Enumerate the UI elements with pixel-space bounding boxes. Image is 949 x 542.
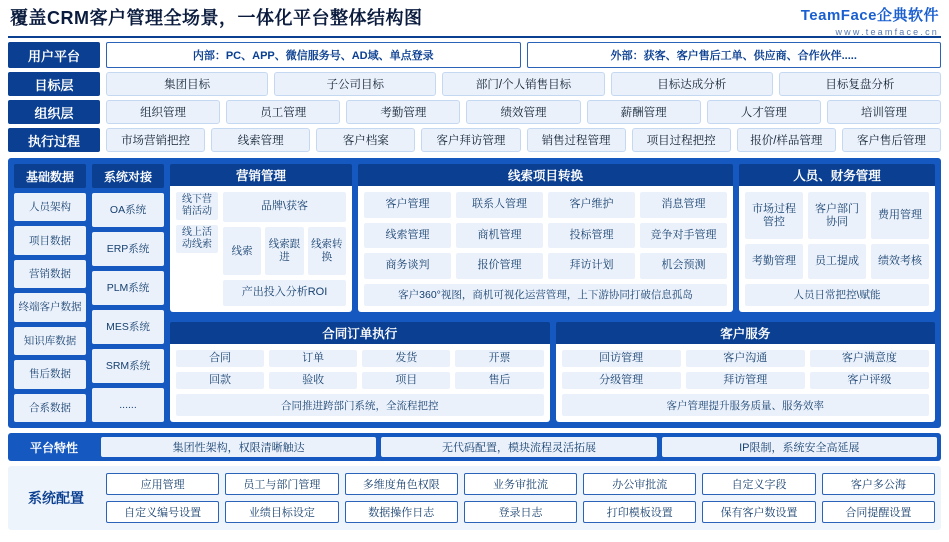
contract-order-cell[interactable]: 发货 [362, 350, 450, 367]
panel-body-customer-service [556, 344, 936, 422]
page-header [0, 0, 949, 37]
exec-item[interactable]: 项目过程把控 [632, 128, 731, 152]
panel-body-hr-finance [739, 186, 935, 312]
clue-project-cell[interactable]: 客户管理 [364, 192, 451, 218]
marketing-online-activity[interactable]: 线上活动线索 [176, 225, 218, 253]
user-platform-segments [106, 42, 941, 68]
hr-finance-cell[interactable]: 客户部门协同 [808, 192, 866, 239]
basic-data-item[interactable]: 人员架构 [14, 193, 86, 221]
marketing-stage-followup[interactable]: 线索跟进 [265, 227, 303, 275]
contract-order-cell[interactable]: 开票 [455, 350, 543, 367]
exec-item[interactable]: 销售过程管理 [527, 128, 626, 152]
panel-contract-order [170, 322, 550, 422]
system-config-item[interactable]: 业务审批流 [464, 473, 577, 495]
contract-order-cell[interactable]: 验收 [269, 372, 357, 389]
system-config-item[interactable]: 多维度角色权限 [345, 473, 458, 495]
system-config-item[interactable]: 打印模板设置 [583, 501, 696, 523]
org-item[interactable]: 组织管理 [106, 100, 220, 124]
marketing-stage-convert[interactable]: 线索转换 [308, 227, 346, 275]
platform-feature-item: 集团性架构，权限清晰触达 [101, 437, 376, 457]
clue-project-cell[interactable]: 线索管理 [364, 223, 451, 249]
basic-data-title: 基础数据 [14, 164, 86, 188]
platform-features-label: 平台特性 [29, 440, 78, 455]
system-docking-item[interactable]: ERP系统 [92, 232, 164, 266]
marketing-brand-acquire[interactable]: 品牌\获客 [223, 192, 346, 222]
contract-order-cell[interactable]: 合同 [176, 350, 264, 367]
row-exec-layer [8, 128, 941, 152]
clue-project-cell[interactable]: 客户维护 [548, 192, 635, 218]
clue-project-cell[interactable]: 消息管理 [640, 192, 727, 218]
system-docking-title: 系统对接 [92, 164, 164, 188]
marketing-roi[interactable]: 产出投入分析ROI [223, 280, 346, 306]
goal-item[interactable]: 子公司目标 [274, 72, 436, 96]
system-config-label: 系统配置 [28, 490, 84, 506]
platform-feature-item: 无代码配置，模块流程灵活拓展 [381, 437, 656, 457]
panel-hr-finance [739, 164, 935, 312]
panel-title-hr-finance: 人员、财务管理 [739, 164, 935, 186]
row-label-user-platform: 用户平台 [8, 42, 100, 68]
org-item[interactable]: 薪酬管理 [587, 100, 701, 124]
system-config-item[interactable]: 客户多公海 [822, 473, 935, 495]
brand-url: www.teamface.cn [835, 27, 939, 37]
system-docking-column [92, 164, 164, 422]
goal-item[interactable]: 目标复盘分析 [779, 72, 941, 96]
exec-item[interactable]: 客户售后管理 [842, 128, 941, 152]
goal-item[interactable]: 集团目标 [106, 72, 268, 96]
brand-name: TeamFace企典软件 [800, 7, 939, 24]
panel-body-marketing [170, 186, 352, 312]
clue-project-cell[interactable]: 竞争对手管理 [640, 223, 727, 249]
panel-marketing [170, 164, 352, 312]
clue-project-cell[interactable]: 商务谈判 [364, 253, 451, 279]
main-diagram-area [8, 158, 941, 428]
contract-order-cell[interactable]: 回款 [176, 372, 264, 389]
hr-finance-cell[interactable]: 绩效考核 [871, 244, 929, 278]
marketing-stage-clue[interactable]: 线索 [223, 227, 261, 275]
system-docking-item[interactable]: MES系统 [92, 310, 164, 344]
user-platform-internal: 内部：PC、APP、微信服务号、AD域、单点登录 [106, 42, 521, 68]
clue-project-cell[interactable]: 投标管理 [548, 223, 635, 249]
goal-item[interactable]: 部门/个人销售目标 [442, 72, 604, 96]
clue-project-grid [364, 192, 727, 279]
system-config-item[interactable]: 自定义编号设置 [106, 501, 219, 523]
panel-title-clue-project: 线索项目转换 [358, 164, 733, 186]
hr-finance-note: 人员日常把控\赋能 [745, 284, 929, 306]
system-docking-item[interactable]: SRM系统 [92, 349, 164, 383]
customer-service-grid [562, 350, 930, 389]
modules-area [170, 164, 935, 422]
customer-service-note: 客户管理提升服务质量、服务效率 [562, 394, 930, 416]
row-org-layer [8, 100, 941, 124]
basic-data-column [14, 164, 86, 422]
basic-data-item[interactable]: 知识库数据 [14, 327, 86, 355]
goal-item[interactable]: 目标达成分析 [611, 72, 773, 96]
hr-finance-cell[interactable]: 考勤管理 [745, 244, 803, 278]
hr-finance-cell[interactable]: 市场过程管控 [745, 192, 803, 239]
clue-project-cell[interactable]: 商机管理 [456, 223, 543, 249]
marketing-stage-flow [223, 227, 346, 275]
panel-title-contract-order: 合同订单执行 [170, 322, 550, 344]
marketing-flow [176, 192, 346, 306]
customer-service-cell[interactable]: 客户满意度 [810, 350, 929, 367]
contract-order-cell[interactable]: 售后 [455, 372, 543, 389]
exec-layer-items [106, 128, 941, 152]
exec-item[interactable]: 客户档案 [316, 128, 415, 152]
exec-item[interactable]: 线索管理 [211, 128, 310, 152]
system-config-band [8, 466, 941, 530]
customer-service-cell[interactable]: 回访管理 [562, 350, 681, 367]
platform-features-band [8, 433, 941, 461]
panel-customer-service [556, 322, 936, 422]
system-config-item[interactable]: 自定义字段 [702, 473, 815, 495]
org-item[interactable]: 考勤管理 [346, 100, 460, 124]
org-item[interactable]: 绩效管理 [466, 100, 580, 124]
exec-item[interactable]: 报价/样品管理 [737, 128, 836, 152]
clue-project-cell[interactable]: 拜访计划 [548, 253, 635, 279]
system-config-grid [106, 473, 935, 523]
org-item[interactable]: 员工管理 [226, 100, 340, 124]
row-goal-layer [8, 72, 941, 96]
system-docking-item[interactable]: ...... [92, 388, 164, 422]
basic-data-item[interactable]: 合系数据 [14, 394, 86, 422]
system-config-item[interactable]: 业绩目标设定 [225, 501, 338, 523]
hr-finance-cell[interactable]: 员工提成 [808, 244, 866, 278]
platform-feature-item: IP限制，系统安全高延展 [662, 437, 937, 457]
system-config-item[interactable]: 应用管理 [106, 473, 219, 495]
system-config-item[interactable]: 数据操作日志 [345, 501, 458, 523]
row-label-exec-layer: 执行过程 [8, 128, 100, 152]
row-label-org-layer: 组织层 [8, 100, 100, 124]
org-item[interactable]: 培训管理 [827, 100, 941, 124]
panel-title-marketing: 营销管理 [170, 164, 352, 186]
system-docking-item[interactable]: PLM系统 [92, 271, 164, 305]
clue-project-cell[interactable]: 报价管理 [456, 253, 543, 279]
exec-item[interactable]: 客户拜访管理 [421, 128, 520, 152]
basic-data-item[interactable]: 终端客户数据 [14, 293, 86, 321]
clue-project-note: 客户360°视图，商机可视化运营管理，上下游协同打破信息孤岛 [364, 284, 727, 306]
basic-data-item[interactable]: 营销数据 [14, 260, 86, 288]
hr-finance-grid [745, 192, 929, 279]
modules-bottom-row [170, 322, 935, 422]
contract-order-note: 合同推进跨部门系统，全流程把控 [176, 394, 544, 416]
user-platform-external: 外部：获客、客户售后工单、供应商、合作伙伴..... [527, 42, 942, 68]
customer-service-cell[interactable]: 客户沟通 [686, 350, 805, 367]
system-config-item[interactable]: 办公审批流 [583, 473, 696, 495]
basic-data-item[interactable]: 项目数据 [14, 226, 86, 254]
contract-order-grid [176, 350, 544, 389]
brand-block [801, 4, 939, 37]
customer-service-cell[interactable]: 拜访管理 [686, 372, 805, 389]
modules-top-row [170, 164, 935, 312]
page-title: 覆盖CRM客户管理全场景，一体化平台整体结构图 [10, 8, 423, 28]
marketing-right-column [223, 192, 346, 306]
row-user-platform [8, 42, 941, 68]
clue-project-cell[interactable]: 联系人管理 [456, 192, 543, 218]
system-config-item[interactable]: 员工与部门管理 [225, 473, 338, 495]
org-item[interactable]: 人才管理 [707, 100, 821, 124]
customer-service-cell[interactable]: 分级管理 [562, 372, 681, 389]
system-config-item[interactable]: 保有客户数设置 [702, 501, 815, 523]
row-label-goal-layer: 目标层 [8, 72, 100, 96]
system-config-item[interactable]: 合同提醒设置 [822, 501, 935, 523]
basic-data-item[interactable]: 售后数据 [14, 360, 86, 388]
panel-body-clue-project [358, 186, 733, 312]
goal-layer-items [106, 72, 941, 96]
contract-order-cell[interactable]: 项目 [362, 372, 450, 389]
contract-order-cell[interactable]: 订单 [269, 350, 357, 367]
marketing-offline-activity[interactable]: 线下营销活动 [176, 192, 218, 220]
panel-title-customer-service: 客户服务 [556, 322, 936, 344]
marketing-left-column [176, 192, 218, 306]
exec-item[interactable]: 市场营销把控 [106, 128, 205, 152]
customer-service-cell[interactable]: 客户评级 [810, 372, 929, 389]
clue-project-cell[interactable]: 机会预测 [640, 253, 727, 279]
panel-clue-project [358, 164, 733, 312]
system-config-item[interactable]: 登录日志 [464, 501, 577, 523]
hr-finance-cell[interactable]: 费用管理 [871, 192, 929, 239]
panel-body-contract-order [170, 344, 550, 422]
org-layer-items [106, 100, 941, 124]
system-docking-item[interactable]: OA系统 [92, 193, 164, 227]
